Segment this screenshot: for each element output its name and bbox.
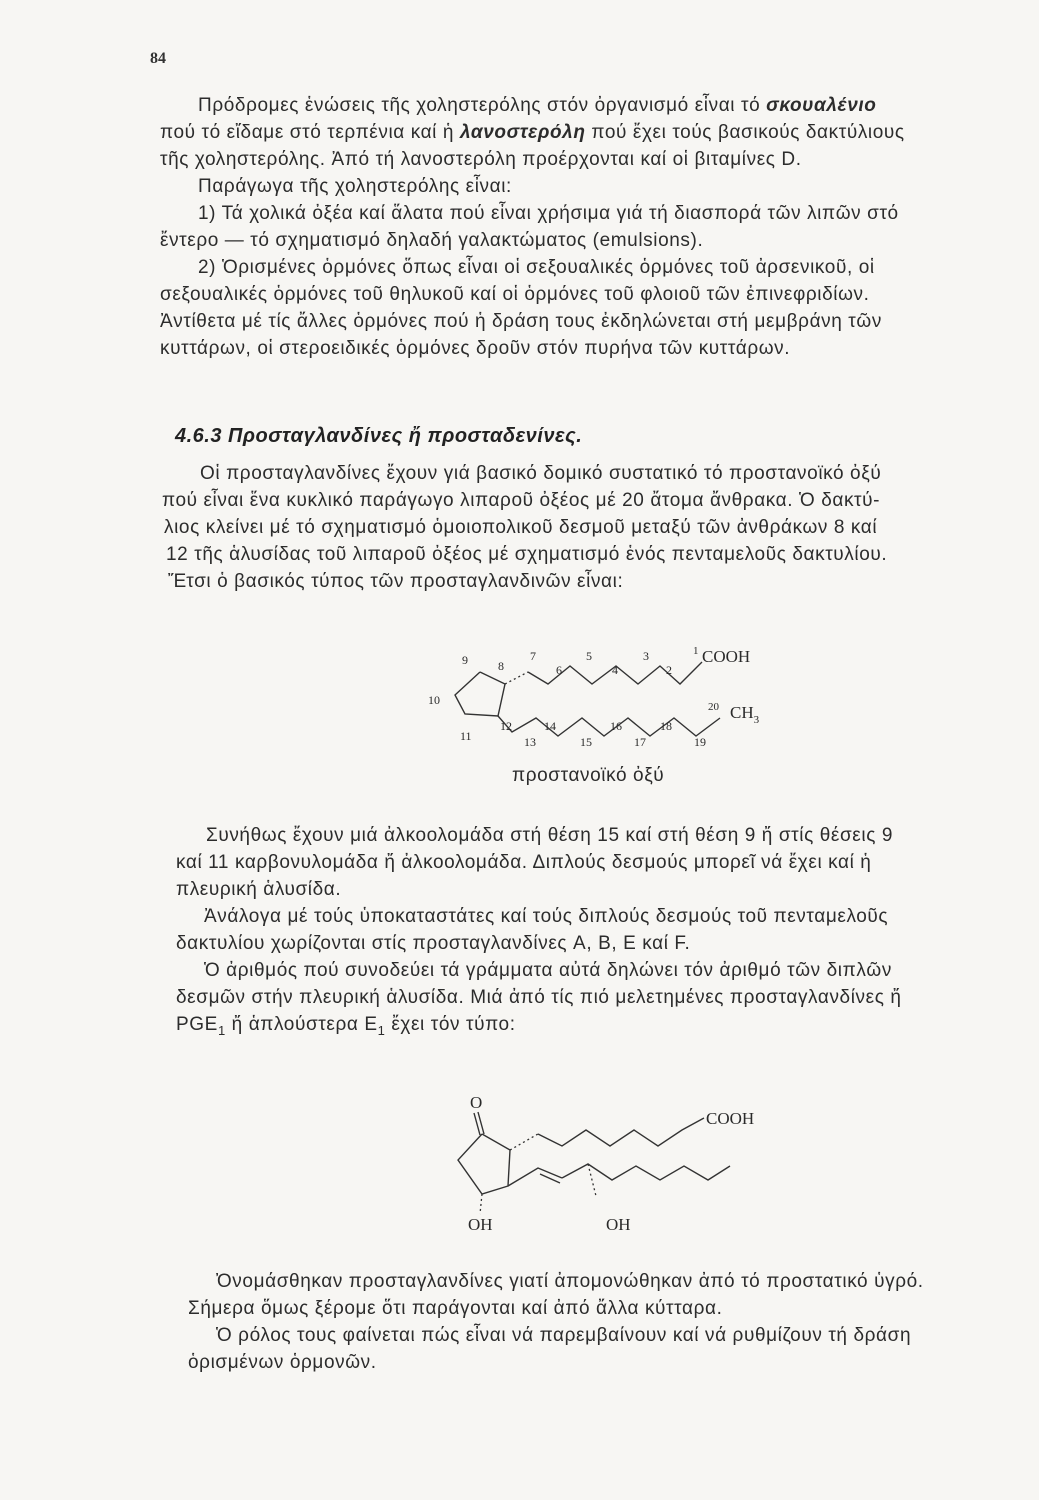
cooh-label: COOH (706, 1109, 755, 1128)
hydroxyl-label: OH (468, 1215, 493, 1234)
stereo-bond (510, 1134, 538, 1150)
ring-bond (458, 1134, 510, 1194)
atom-number-19: 19 (694, 735, 706, 749)
stereo-bond (480, 1194, 482, 1214)
text-line: καί 11 καρβονυλομάδα ἤ ἀλκοολομάδα. Διπλούς δεσμούς μπορεῖ νά ἔχει καί ἡ (176, 852, 872, 873)
atom-number-6: 6 (556, 663, 562, 677)
text-line: δεσμῶν στήν πλευρική ἁλυσίδα. Μιά ἀπό τίς πιό μελετημένες προσταγλανδίνες ἤ (176, 987, 902, 1008)
text-run: ἤ ἁπλούστερα E (225, 1014, 378, 1035)
atom-number-2: 2 (666, 663, 672, 677)
atom-number-16: 16 (610, 719, 622, 733)
text-run: πού ἔχει τούς βασικούς δακτύλιους (585, 122, 905, 143)
text-run: πού τό εἴδαμε στό τερπένια καί ἡ (160, 122, 460, 143)
lower-chain (562, 1164, 730, 1180)
atom-number-17: 17 (634, 735, 646, 749)
text-line: Σήμερα ὅμως ξέρομε ὅτι παράγονται καί ἀπό ἄλλα κύτταρα. (188, 1298, 723, 1319)
text-line: Ἀντίθετα μέ τίς ἄλλες ὁρμόνες πού ἡ δράση τους ἐκδηλώνεται στή μεμβράνη τῶν (160, 311, 882, 332)
prostanoic-acid-structure (420, 640, 780, 760)
upper-chain (538, 1118, 704, 1146)
text-line: Ὀνομάσθηκαν προσταγλανδίνες γιατί ἀπομονώθηκαν ἀπό τό προστατικό ὑγρό. (216, 1271, 924, 1292)
text-line (160, 92, 1020, 119)
text-line: δακτυλίου χωρίζονται στίς προσταγλανδίνες A, B, E καί F. (176, 933, 691, 954)
text-line (176, 1011, 1036, 1044)
lower-chain (498, 716, 720, 736)
section-paragraph (160, 460, 1020, 595)
term-lanosterol: λανοστερόλη (459, 122, 586, 143)
atom-number-4: 4 (612, 663, 618, 677)
ch3-text: CH (730, 703, 754, 722)
pge1-structure (440, 1090, 780, 1240)
page-number: 84 (150, 50, 166, 67)
atom-number-3: 3 (643, 649, 649, 663)
text-line: λιος κλείνει μέ τό σχηματισμό ὁμοιοπολικοῦ δεσμοῦ μεταξύ τῶν ἀνθράκων 8 καί (164, 517, 878, 538)
ch3-label (730, 703, 760, 726)
text-line: κυττάρων, οἱ στεροειδικές ὁρμόνες δροῦν στόν πυρήνα τῶν κυττάρων. (160, 338, 791, 359)
lower-chain (508, 1168, 562, 1186)
ring-bond (455, 672, 505, 716)
atom-number-5: 5 (586, 649, 592, 663)
paragraph-2 (176, 822, 1036, 1044)
atom-number-20: 20 (708, 701, 719, 713)
atom-number-8: 8 (498, 659, 504, 673)
text-line: τῆς χοληστερόλης. Ἀπό τή λανοστερόλη προέρχονται καί οἱ βιταμίνες D. (160, 149, 802, 170)
atom-number-7: 7 (530, 649, 536, 663)
text-line: Ὁ ρόλος τους φαίνεται πώς εἶναι νά παρεμβαίνουν καί νά ρυθμίζουν τή δράση (216, 1325, 912, 1346)
text-line: 12 τῆς ἁλυσίδας τοῦ λιπαροῦ ὀξέος μέ σχηματισμό ἑνός πενταμελοῦς δακτυλίου. (166, 544, 888, 565)
atom-number-13: 13 (524, 735, 536, 749)
text-line (160, 119, 1020, 146)
hydroxyl-label: OH (606, 1215, 631, 1234)
term-squalene: σκουαλένιο (766, 95, 877, 116)
text-line: Οἱ προσταγλανδίνες ἔχουν γιά βασικό δομικό συστατικό τό προστανοϊκό ὀξύ (200, 463, 882, 484)
text-line: Συνήθως ἔχουν μιά ἀλκοολομάδα στή θέση 15 καί στή θέση 9 ἤ στίς θέσεις 9 (206, 825, 893, 846)
list-item-2: 2) Ὁρισμένες ὁρμόνες ὅπως εἶναι οἱ σεξουαλικές ὁρμόνες τοῦ ἀρσενικοῦ, οἱ (198, 257, 875, 278)
structure-caption: προστανοϊκό ὀξύ (512, 765, 665, 786)
text-line: Παράγωγα τῆς χοληστερόλης εἶναι: (198, 176, 512, 197)
section-heading: 4.6.3 Προσταγλανδίνες ἤ προσταδενίνες. (175, 425, 583, 447)
text-line: ὁρισμένων ὁρμονῶν. (188, 1352, 377, 1373)
atom-number-18: 18 (660, 719, 672, 733)
atom-number-14: 14 (544, 719, 556, 733)
text-run: ἔχει τόν τύπο: (385, 1014, 516, 1035)
text-run: PGE (176, 1014, 218, 1035)
text-line: σεξουαλικές ὁρμόνες τοῦ θηλυκοῦ καί οἱ ὁρμόνες τοῦ φλοιοῦ τῶν ἐπινεφριδίων. (160, 284, 870, 305)
atom-number-12: 12 (500, 719, 512, 733)
text-line: πού εἶναι ἕνα κυκλικό παράγωγο λιπαροῦ ὀξέος μέ 20 ἄτομα ἄνθρακα. Ὁ δακτύ- (162, 490, 881, 511)
intro-paragraph (160, 92, 1020, 362)
list-item-1: 1) Τά χολικά ὀξέα καί ἅλατα πού εἶναι χρήσιμα γιά τή διασπορά τῶν λιπῶν στό (198, 203, 899, 224)
ch3-subscript: 3 (753, 714, 760, 726)
subscript: 1 (377, 1022, 386, 1038)
atom-number-10: 10 (428, 693, 440, 707)
paragraph-3 (188, 1268, 1039, 1376)
text-line: Ἔτσι ὁ βασικός τύπος τῶν προσταγλανδινῶν εἶναι: (168, 571, 624, 592)
atom-number-11: 11 (460, 729, 472, 743)
text-line: Ἀνάλογα μέ τούς ὑποκαταστάτες καί τούς διπλούς δεσμούς τοῦ πενταμελοῦς (204, 906, 889, 927)
atom-number-15: 15 (580, 735, 592, 749)
text-line: Ὁ ἀριθμός πού συνοδεύει τά γράμματα αὐτά δηλώνει τόν ἀριθμό τῶν διπλῶν (204, 960, 892, 981)
subscript: 1 (217, 1022, 226, 1038)
text-line: πλευρική ἁλυσίδα. (176, 879, 342, 900)
atom-number-9: 9 (462, 653, 468, 667)
stereo-bond (505, 672, 528, 684)
oxygen-label: O (470, 1093, 483, 1112)
text-run: Πρόδρομες ἑνώσεις τῆς χοληστερόλης στόν ὀργανισμό εἶναι τό (198, 95, 767, 116)
text-line: ἔντερο — τό σχηματισμό δηλαδή γαλακτώματος (emulsions). (160, 230, 704, 251)
atom-number-1: 1 (693, 645, 699, 657)
cooh-label: COOH (702, 647, 751, 666)
